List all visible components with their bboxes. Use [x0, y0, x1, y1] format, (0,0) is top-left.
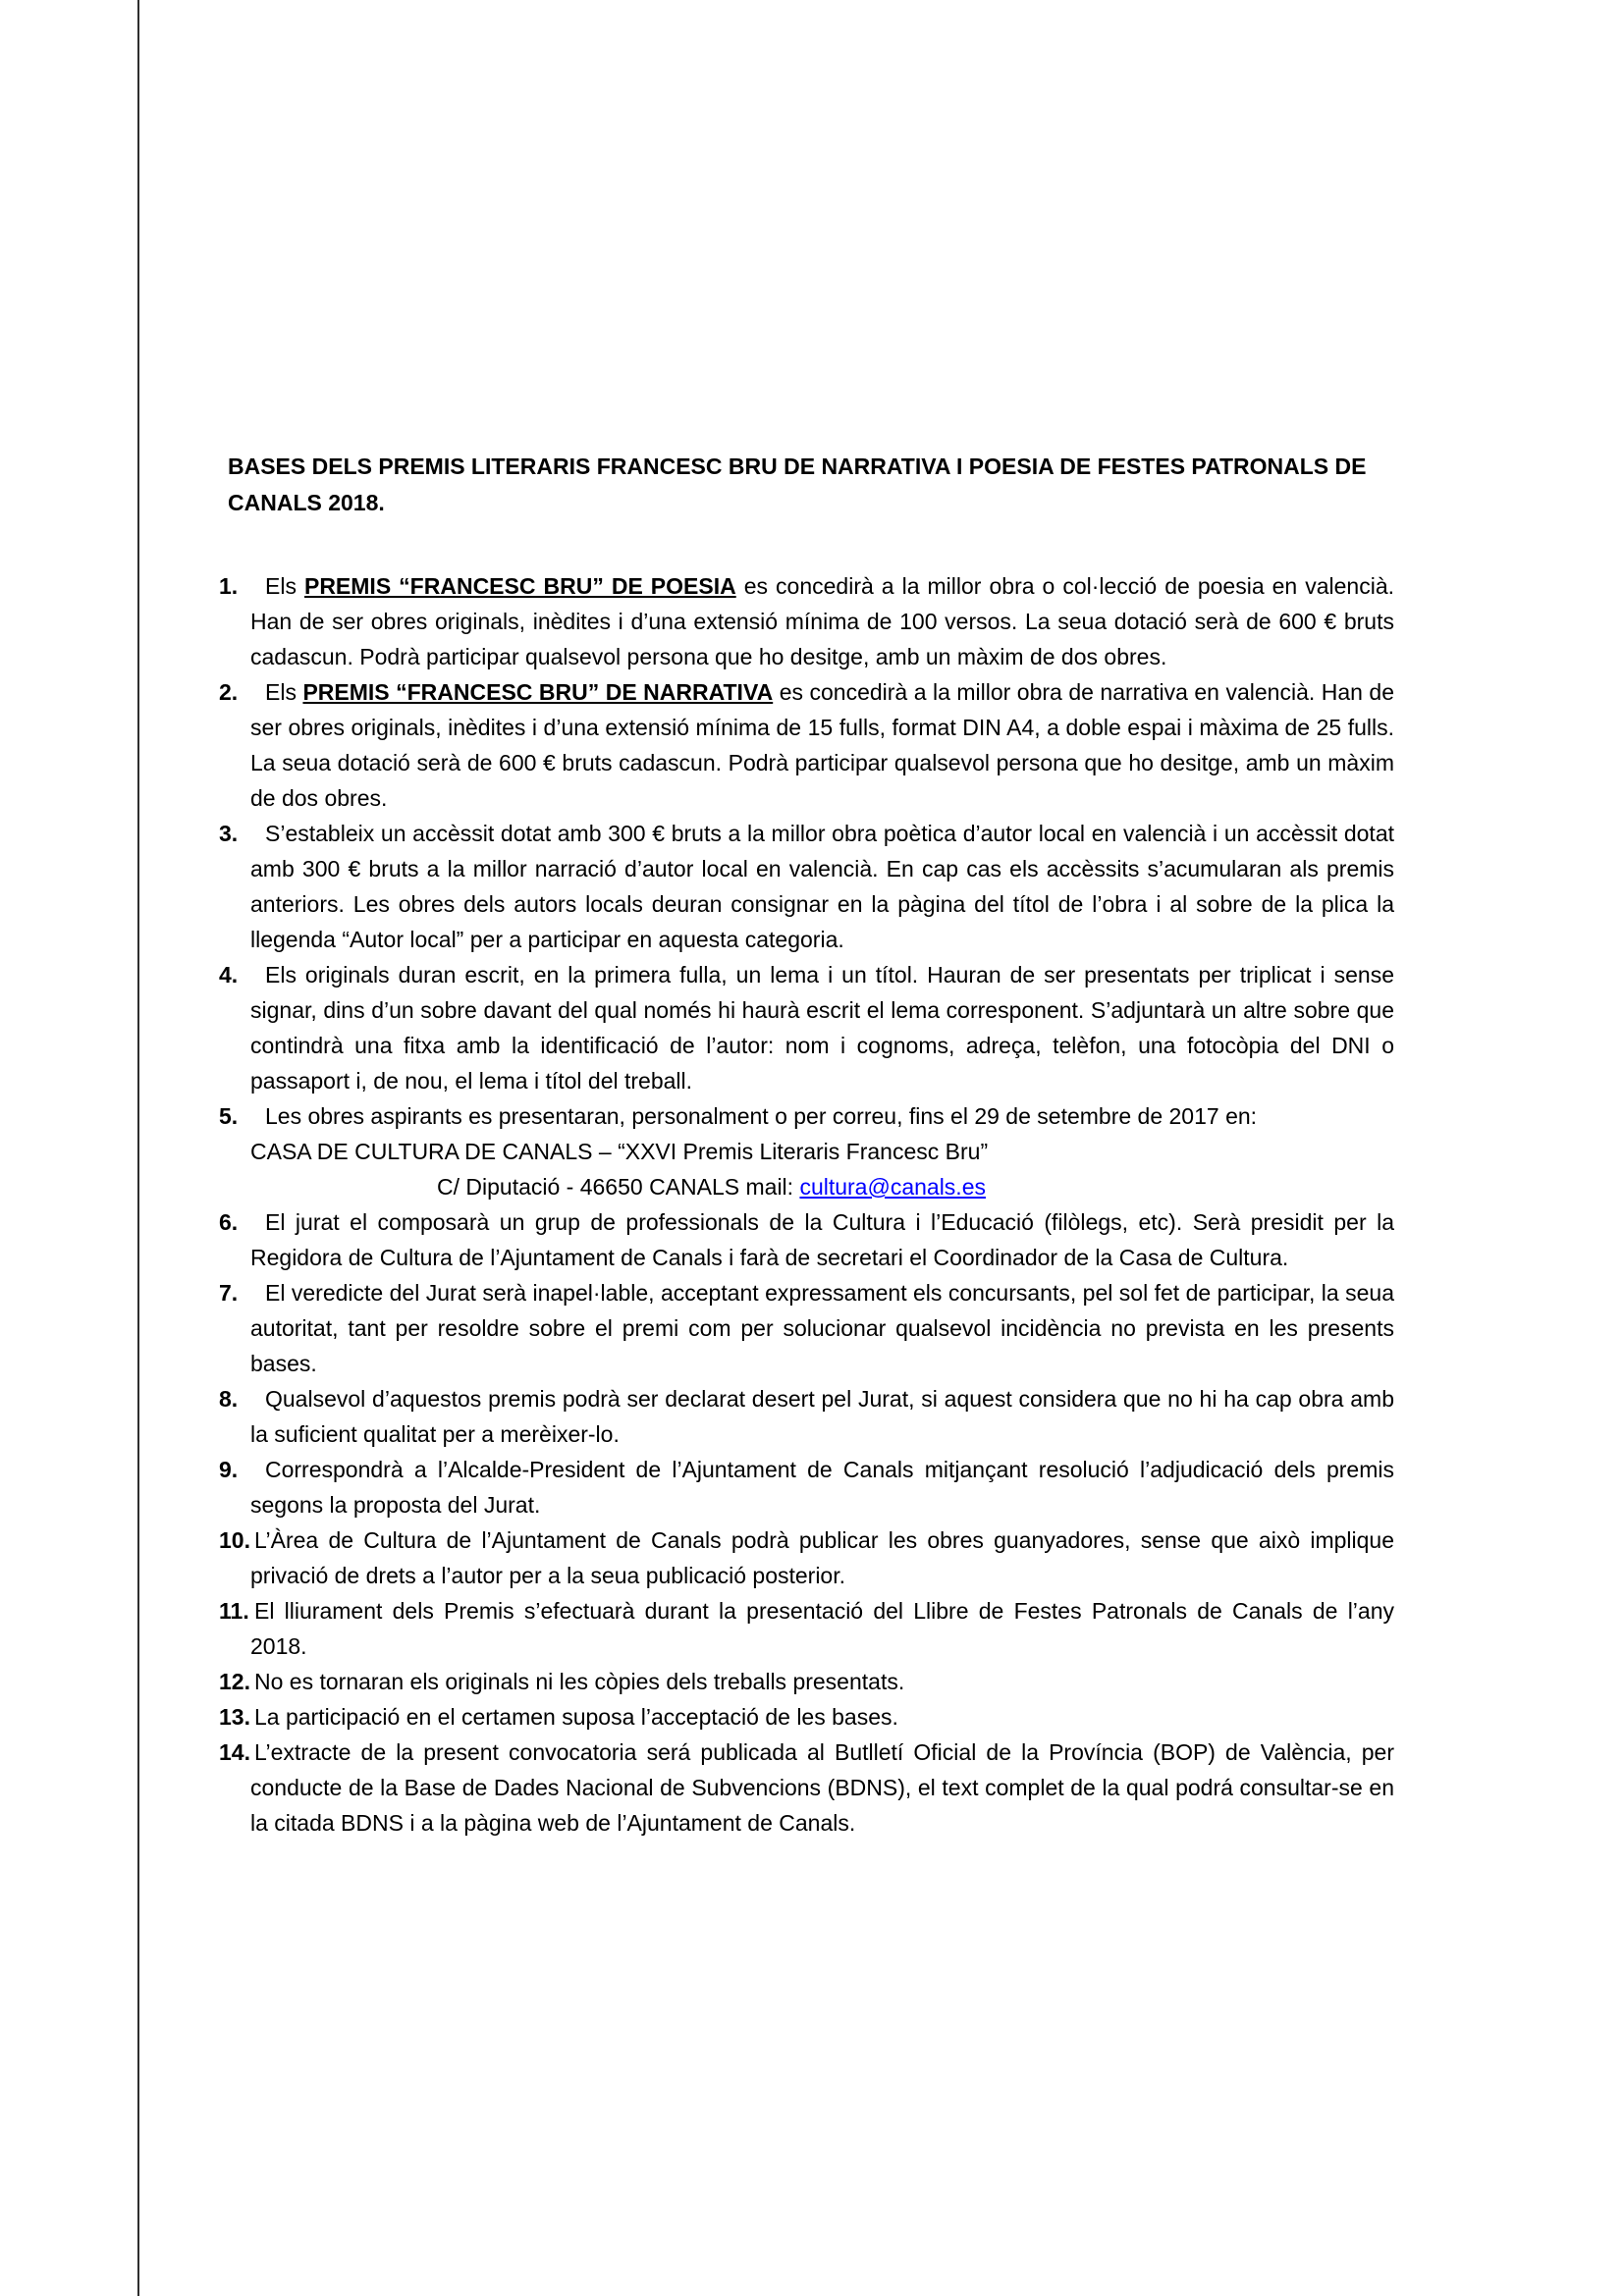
item-number: 4.: [219, 962, 239, 988]
item-text: CASA DE CULTURA DE CANALS – “XXVI Premis Literaris Francesc Bru”: [250, 1139, 989, 1164]
list-item: [219, 1664, 1394, 1699]
list-item: [219, 1522, 1394, 1593]
item-text: Correspondrà a l’Alcalde-President de l’Ajuntament de Canals mitjançant resolució l’adjudicació dels premis segons la proposta del Jurat.: [250, 1457, 1394, 1518]
item-text: L’Àrea de Cultura de l’Ajuntament de Canals podrà publicar les obres guanyadores, sense que això implique privació de drets a l’autor per a la seua publicació posterior.: [250, 1527, 1394, 1588]
item-emphasis-text: PREMIS “FRANCESC BRU” DE POESIA: [303, 573, 736, 599]
list-item: [219, 816, 1394, 957]
list-item: [219, 1452, 1394, 1522]
item-text: es concedirà a la millor obra o col·lecció de poesia en valencià. Han de ser obres originals, inèdites i d’una extensió mínima de 100 versos. La seua dotació serà de 600 € bruts cadascun. Podrà participar qualsevol persona que ho desitge, amb un màxim de dos obres.: [250, 573, 1395, 669]
list-item: [219, 1098, 1394, 1204]
item-number: 7.: [219, 1280, 239, 1306]
list-item: [219, 1699, 1394, 1735]
list-item: [219, 568, 1395, 674]
item-number: 6.: [219, 1209, 239, 1235]
item-text: S’estableix un accèssit dotat amb 300 € bruts a la millor obra poètica d’autor local en valencià i un accèssit dotat amb 300 € bruts a la millor narració d’autor local en valencià. En cap cas els accèssits s’acumularan als premis anteriors. Les obres dels autors locals deuran consignar en la pàgina del títol de l’obra i al sobre de la plica la llegenda “Autor local” per a participar en aquesta categoria.: [250, 821, 1394, 952]
list-item: [219, 674, 1395, 816]
item-text: No es tornaran els originals ni les còpies dels treballs presentats.: [254, 1669, 905, 1694]
item-number: 10.: [219, 1527, 250, 1553]
item-number: 9.: [219, 1457, 239, 1482]
item-text: Qualsevol d’aquestos premis podrà ser declarat desert pel Jurat, si aquest considera que no hi ha cap obra amb la suficient qualitat per a merèixer-lo.: [250, 1386, 1394, 1447]
scan-edge-line: [137, 0, 139, 2296]
item-number: 1.: [219, 573, 239, 599]
item-number: 2.: [219, 679, 239, 705]
item-number: 13.: [219, 1704, 250, 1730]
document-title: BASES DELS PREMIS LITERARIS FRANCESC BRU DE NARRATIVA I POESIA DE FESTES PATRONALS DE CANALS 2018.: [228, 454, 1367, 515]
item-text: Els: [265, 573, 304, 599]
item-text: es concedirà a la millor obra de narrativa en valencià. Han de ser obres originals, inèdites i d’una extensió mínima de 15 fulls, format DIN A4, a doble espai i màxima de 25 fulls. La seua dotació serà de 600 € bruts cadascun. Podrà participar qualsevol persona que ho desitge, amb un màxim de dos obres.: [250, 679, 1395, 811]
list-item: [219, 1381, 1394, 1452]
list-item: [219, 957, 1394, 1098]
list-item: [219, 1593, 1394, 1664]
item-number: 3.: [219, 821, 239, 846]
item-number: 12.: [219, 1669, 250, 1694]
list-item: [219, 1275, 1394, 1381]
item-text: C/ Diputació - 46650 CANALS mail:: [437, 1174, 800, 1200]
item-emphasis-text: PREMIS “FRANCESC BRU” DE NARRATIVA: [302, 679, 774, 705]
item-text: L’extracte de la present convocatoria será publicada al Butlletí Oficial de la Província (BOP) de València, per conducte de la Base de Dades Nacional de Subvencions (BDNS), el text complet de la qual podrá consultar-se en la citada BDNS i a la pàgina web de l’Ajuntament de Canals.: [250, 1739, 1394, 1836]
item-number: 5.: [219, 1103, 239, 1129]
item-number: 11.: [219, 1598, 249, 1624]
item-text: La participació en el certamen suposa l’acceptació de les bases.: [254, 1704, 898, 1730]
item-number: 14.: [219, 1739, 250, 1765]
bases-list: [219, 568, 1395, 1841]
item-text: Les obres aspirants es presentaran, personalment o per correu, fins el 29 de setembre de 2017 en:: [265, 1103, 1258, 1129]
list-item: [219, 1204, 1394, 1275]
item-text: Els originals duran escrit, en la primera fulla, un lema i un títol. Hauran de ser presentats per triplicat i sense signar, dins d’un sobre davant del qual només hi haurà escrit el lema corresponent. S’adjuntarà un altre sobre que contindrà una fitxa amb la identificació de l’autor: nom i cognoms, adreça, telèfon, una fotocòpia del DNI o passaport i, de nou, el lema i títol del treball.: [250, 962, 1394, 1094]
item-number: 8.: [219, 1386, 239, 1412]
email-link[interactable]: cultura@canals.es: [799, 1174, 986, 1200]
item-text: El lliurament dels Premis s’efectuarà durant la presentació del Llibre de Festes Patronals de Canals de l’any 2018.: [250, 1598, 1394, 1659]
item-text: El veredicte del Jurat serà inapel·lable, acceptant expressament els concursants, pel sol fet de participar, la seua autoritat, tant per resoldre sobre el premi com per solucionar qualsevol incidència no prevista en les presents bases.: [250, 1280, 1394, 1376]
item-text: Els: [265, 679, 303, 705]
item-text: El jurat el composarà un grup de professionals de la Cultura i l’Educació (filòlegs, etc). Serà presidit per la Regidora de Cultura de l’Ajuntament de Canals i farà de secretari el Coordinador de la Casa de Cultura.: [250, 1209, 1394, 1270]
list-item: [219, 1735, 1394, 1841]
